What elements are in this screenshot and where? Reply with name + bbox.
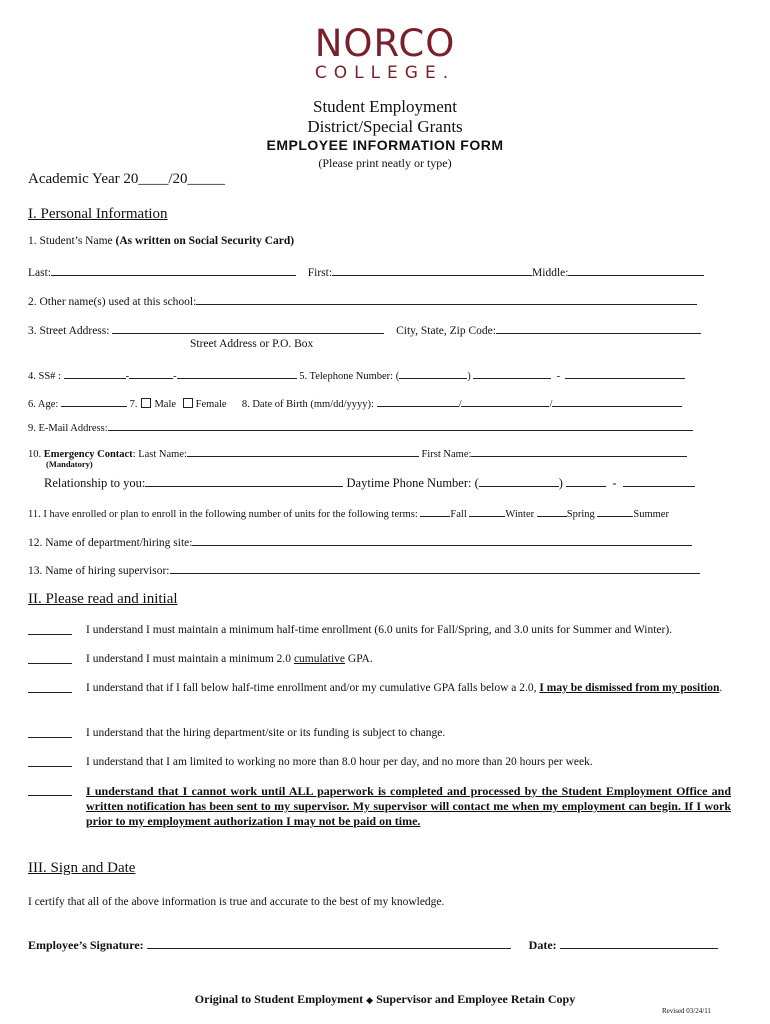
daytime-phone-label: Daytime Phone Number:	[346, 476, 472, 490]
section1-title: I. Personal Information	[28, 206, 168, 222]
dob-day-field[interactable]	[461, 396, 549, 407]
q1-text: 1. Student’s Name	[28, 235, 113, 247]
diamond-icon: ◆	[366, 995, 374, 1005]
q3-label: 3. Street Address:	[28, 325, 110, 337]
statement-2	[86, 652, 731, 667]
date-field[interactable]	[560, 938, 718, 949]
form-instructions: (Please print neatly or type)	[318, 156, 452, 170]
initial-field-2[interactable]	[28, 651, 72, 664]
emergency-last-name-field[interactable]	[187, 446, 419, 457]
address-row	[28, 323, 701, 337]
phone-line-field[interactable]	[565, 368, 685, 379]
ss-part2-field[interactable]	[129, 368, 173, 379]
units-row	[28, 506, 669, 520]
summer-units-field[interactable]	[597, 506, 633, 517]
q2-label: 2. Other name(s) used at this school:	[28, 296, 197, 308]
daytime-area-field[interactable]	[479, 476, 559, 487]
section3-title: III. Sign and Date	[28, 860, 136, 876]
q6-label: 6. Age:	[28, 399, 59, 410]
male-checkbox[interactable]	[141, 398, 151, 408]
statement-3-emphasis: I may be dismissed from my position	[539, 682, 720, 694]
footer-copy-original: Original to Student Employment	[194, 992, 364, 1006]
age-gender-dob-row: 6. Age: 7. Male Female 8. Date of Birth (mm/dd/yyyy): / /	[28, 396, 682, 410]
spring-label: Spring	[566, 509, 595, 520]
footer-copy-retain: Supervisor and Employee Retain Copy	[376, 992, 576, 1006]
city-state-zip-field[interactable]	[496, 323, 701, 334]
email-row	[28, 420, 693, 434]
mandatory-note: (Mandatory)	[46, 459, 93, 469]
statement-1: I understand I must maintain a minimum half-time enrollment (6.0 units for Fall/Spring, and 3.0 units for Summer and Winter).	[86, 624, 673, 636]
form-title-line2: District/Special Grants	[307, 117, 463, 136]
phone-area-field[interactable]	[399, 368, 467, 379]
female-checkbox[interactable]	[183, 398, 193, 408]
first-name-field[interactable]	[332, 265, 532, 276]
norco-logo: NORCO	[314, 22, 456, 65]
daytime-line-field[interactable]	[623, 476, 695, 487]
other-names-row	[28, 294, 697, 308]
q13-label: 13. Name of hiring supervisor:	[28, 565, 170, 577]
female-label: Female	[195, 399, 227, 410]
emergency-row	[28, 446, 687, 460]
summer-label: Summer	[633, 509, 669, 520]
emergency-first-label: First Name:	[421, 449, 472, 460]
q12-label: 12. Name of department/hiring site:	[28, 537, 193, 549]
q7-label: 7.	[129, 399, 138, 410]
supervisor-field[interactable]	[170, 563, 700, 574]
relationship-field[interactable]	[145, 476, 343, 487]
q1-note: (As written on Social Security Card)	[115, 235, 295, 247]
revised-date: Revised 03/24/11	[662, 1007, 711, 1015]
department-row	[28, 535, 692, 549]
section2-title: II. Please read and initial	[28, 591, 178, 607]
relationship-row: Relationship to you: Daytime Phone Number: ( ) -	[44, 476, 695, 491]
email-field[interactable]	[108, 420, 693, 431]
statement-3	[86, 681, 731, 696]
emergency-first-name-field[interactable]	[471, 446, 687, 457]
male-label: Male	[154, 399, 177, 410]
q4-label: 4. SS# :	[28, 371, 61, 382]
q11-label: 11. I have enrolled or plan to enroll in the following number of units for the following terms:	[28, 509, 418, 520]
statement-6: I understand that I cannot work until ALL paperwork is completed and processed by the Student Employment Office and written notification has been sent to my supervisor. My supervisor will contact me when my employment can begin. If I work prior to my employment authorization I may not be paid on time.	[86, 784, 731, 828]
dob-month-field[interactable]	[377, 396, 459, 407]
other-names-field[interactable]	[196, 294, 697, 305]
ss-part3-field[interactable]	[177, 368, 297, 379]
spring-units-field[interactable]	[537, 506, 567, 517]
initial-field-4[interactable]	[28, 725, 72, 738]
certify-text: I certify that all of the above information is true and accurate to the best of my knowledge.	[28, 896, 445, 908]
signature-label: Employee’s Signature:	[28, 938, 144, 952]
daytime-prefix-field[interactable]	[566, 476, 606, 487]
first-label: First:	[307, 267, 333, 279]
initial-field-5[interactable]	[28, 754, 72, 767]
street-address-field[interactable]	[112, 323, 384, 334]
dob-year-field[interactable]	[552, 396, 682, 407]
q8-label: 8. Date of Birth (mm/dd/yyyy):	[241, 399, 374, 410]
age-field[interactable]	[61, 396, 127, 407]
signature-row	[28, 938, 718, 953]
initial-field-6[interactable]	[28, 783, 72, 796]
phone-prefix-field[interactable]	[473, 368, 551, 379]
department-field[interactable]	[192, 535, 692, 546]
statement-2-text: I understand I must maintain a minimum 2.0	[86, 653, 294, 665]
supervisor-row	[28, 563, 700, 577]
date-label: Date:	[528, 938, 557, 952]
name-row	[28, 265, 704, 279]
q1-label	[28, 235, 294, 247]
initial-field-3[interactable]	[28, 680, 72, 693]
signature-field[interactable]	[147, 938, 511, 949]
statement-3-end: .	[719, 682, 723, 694]
emergency-label: Emergency Contact	[43, 449, 133, 460]
last-name-field[interactable]	[51, 265, 296, 276]
statement-5: I understand that I am limited to working no more than 8.0 hour per day, and no more than 20 hours per week.	[86, 756, 593, 768]
fall-units-field[interactable]	[420, 506, 450, 517]
statement-4: I understand that the hiring department/site or its funding is subject to change.	[86, 727, 446, 739]
q5-label: 5. Telephone Number:	[299, 371, 394, 382]
initial-field-1[interactable]	[28, 622, 72, 635]
ss-part1-field[interactable]	[64, 368, 126, 379]
relationship-label: Relationship to you:	[44, 476, 146, 490]
last-label: Last:	[28, 267, 51, 279]
q10-label: 10.	[28, 449, 42, 460]
emergency-last-label: : Last Name:	[132, 449, 187, 460]
street-hint: Street Address or P.O. Box	[190, 338, 314, 350]
form-title: EMPLOYEE INFORMATION FORM	[266, 137, 504, 153]
winter-units-field[interactable]	[469, 506, 505, 517]
college-logo-text: COLLEGE.	[314, 63, 456, 83]
statement-3-text: I understand that if I fall below half-time enrollment and/or my cumulative GPA falls below a 2.0,	[86, 682, 540, 694]
q9-label: 9. E-Mail Address:	[28, 423, 108, 434]
form-title-line1: Student Employment	[312, 97, 458, 116]
academic-year: Academic Year 20____/20_____	[28, 171, 226, 187]
middle-name-field[interactable]	[568, 265, 704, 276]
winter-label: Winter	[505, 509, 535, 520]
statement-2-underline: cumulative	[293, 653, 346, 665]
ss-phone-row: 4. SS# : - - 5. Telephone Number: ( ) -	[28, 368, 685, 382]
city-label: City, State, Zip Code:	[396, 325, 496, 337]
footer-copy	[0, 992, 770, 1007]
fall-label: Fall	[450, 509, 467, 520]
middle-label: Middle:	[532, 267, 569, 279]
statement-2-end: GPA.	[345, 653, 373, 665]
